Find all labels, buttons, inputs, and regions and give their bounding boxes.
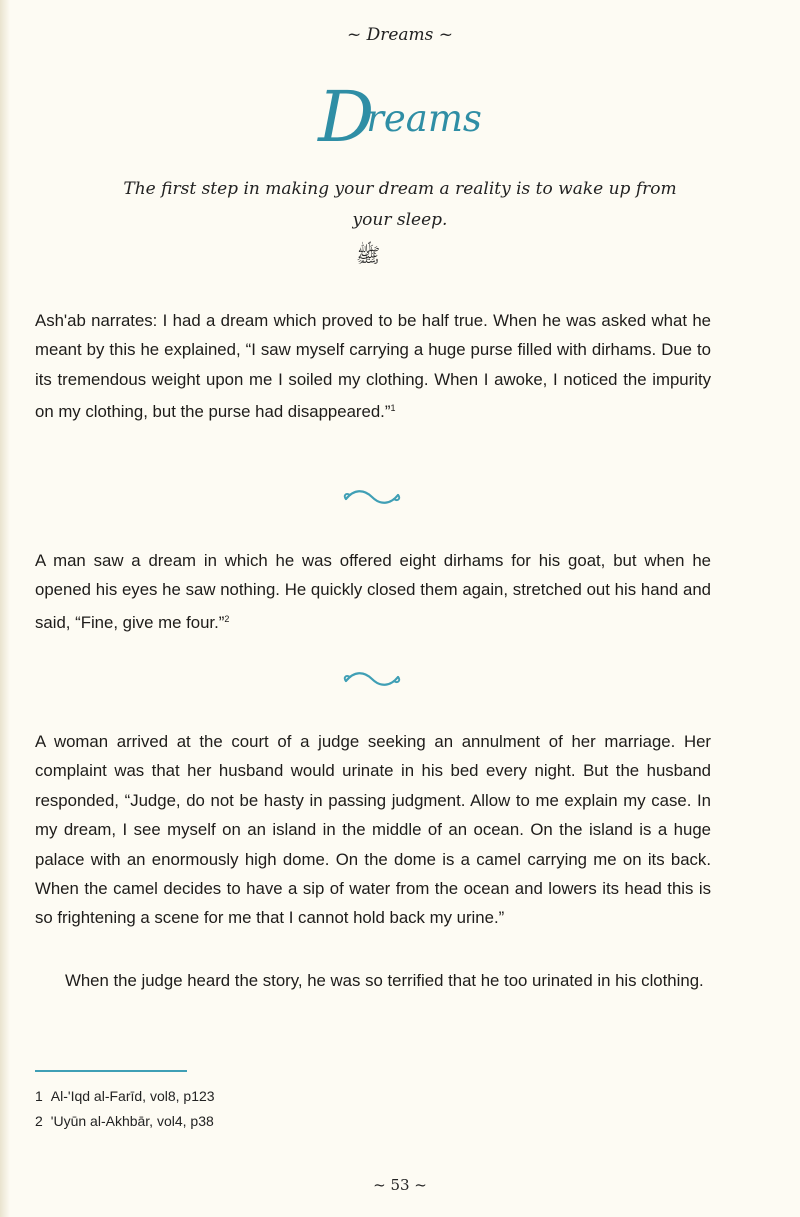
title-initial: D bbox=[318, 76, 375, 158]
paragraph-judge-conclusion bbox=[35, 966, 711, 995]
paragraph-judge bbox=[35, 727, 711, 933]
title-rest: reams bbox=[366, 97, 482, 140]
footnote-number: 1 bbox=[35, 1088, 43, 1104]
footnote-number: 2 bbox=[35, 1113, 43, 1129]
page-number: ~ 53 ~ bbox=[373, 1176, 427, 1194]
footnote-1 bbox=[35, 1088, 215, 1104]
footnote-text: Al-'Iqd al-Farīd, vol8, p123 bbox=[50, 1088, 215, 1104]
footnote-ref-2: 2 bbox=[224, 613, 230, 624]
epigraph-end-mark: ﷺ bbox=[356, 243, 381, 267]
epigraph-line-2: your sleep. bbox=[352, 210, 448, 230]
paragraph-judge-text: A woman arrived at the court of a judge seeking an annulment of her marriage. Her complaint was that her husband would urinate in his bed every night. But the husband responded, “Judge, do not be hasty in passing judgment. Allow to me explain my case. In my dream, I see myself on an island in the middle of an ocean. On the island is a huge palace with an enormously high dome. On the dome is a camel carrying me on its back. When the camel decides to have a sip of water from the ocean and lowers its head this is so frightening a scene for me that I cannot hold back my urine.” bbox=[35, 732, 711, 928]
paragraph-goat-text: A man saw a dream in which he was offered eight dirhams for his goat, but when he opened his eyes he saw nothing. He quickly closed them again, stretched out his hand and said, “Fine, give me four.” bbox=[35, 551, 711, 632]
paragraph-judge-conclusion-text: When the judge heard the story, he was so terrified that he too urinated in his clothing. bbox=[65, 971, 704, 990]
running-head: ~ Dreams ~ bbox=[346, 25, 454, 45]
footnote-text: 'Uyūn al-Akhbār, vol4, p38 bbox=[50, 1113, 214, 1129]
chapter-title bbox=[0, 76, 800, 158]
paragraph-goat bbox=[35, 546, 711, 637]
footnote-ref-1: 1 bbox=[390, 403, 396, 414]
epigraph-line-1: The first step in making your dream a reality is to wake up from bbox=[123, 179, 677, 199]
epigraph bbox=[60, 174, 740, 236]
scroll-ornament-icon bbox=[340, 487, 404, 507]
footnote-rule bbox=[35, 1070, 187, 1072]
paragraph-ashab-text: Ash'ab narrates: I had a dream which proved to be half true. When he was asked what he meant by this he explained, “I saw myself carrying a huge purse filled with dirhams. Due to its tremendous weight upon me I soiled my clothing. When I awoke, I noticed the impurity on my clothing, but the purse had disappeared.” bbox=[35, 311, 711, 422]
footnote-2 bbox=[35, 1113, 214, 1129]
paragraph-ashab bbox=[35, 306, 711, 427]
scroll-ornament-icon bbox=[340, 669, 404, 689]
page-spine-shadow bbox=[0, 0, 10, 1217]
